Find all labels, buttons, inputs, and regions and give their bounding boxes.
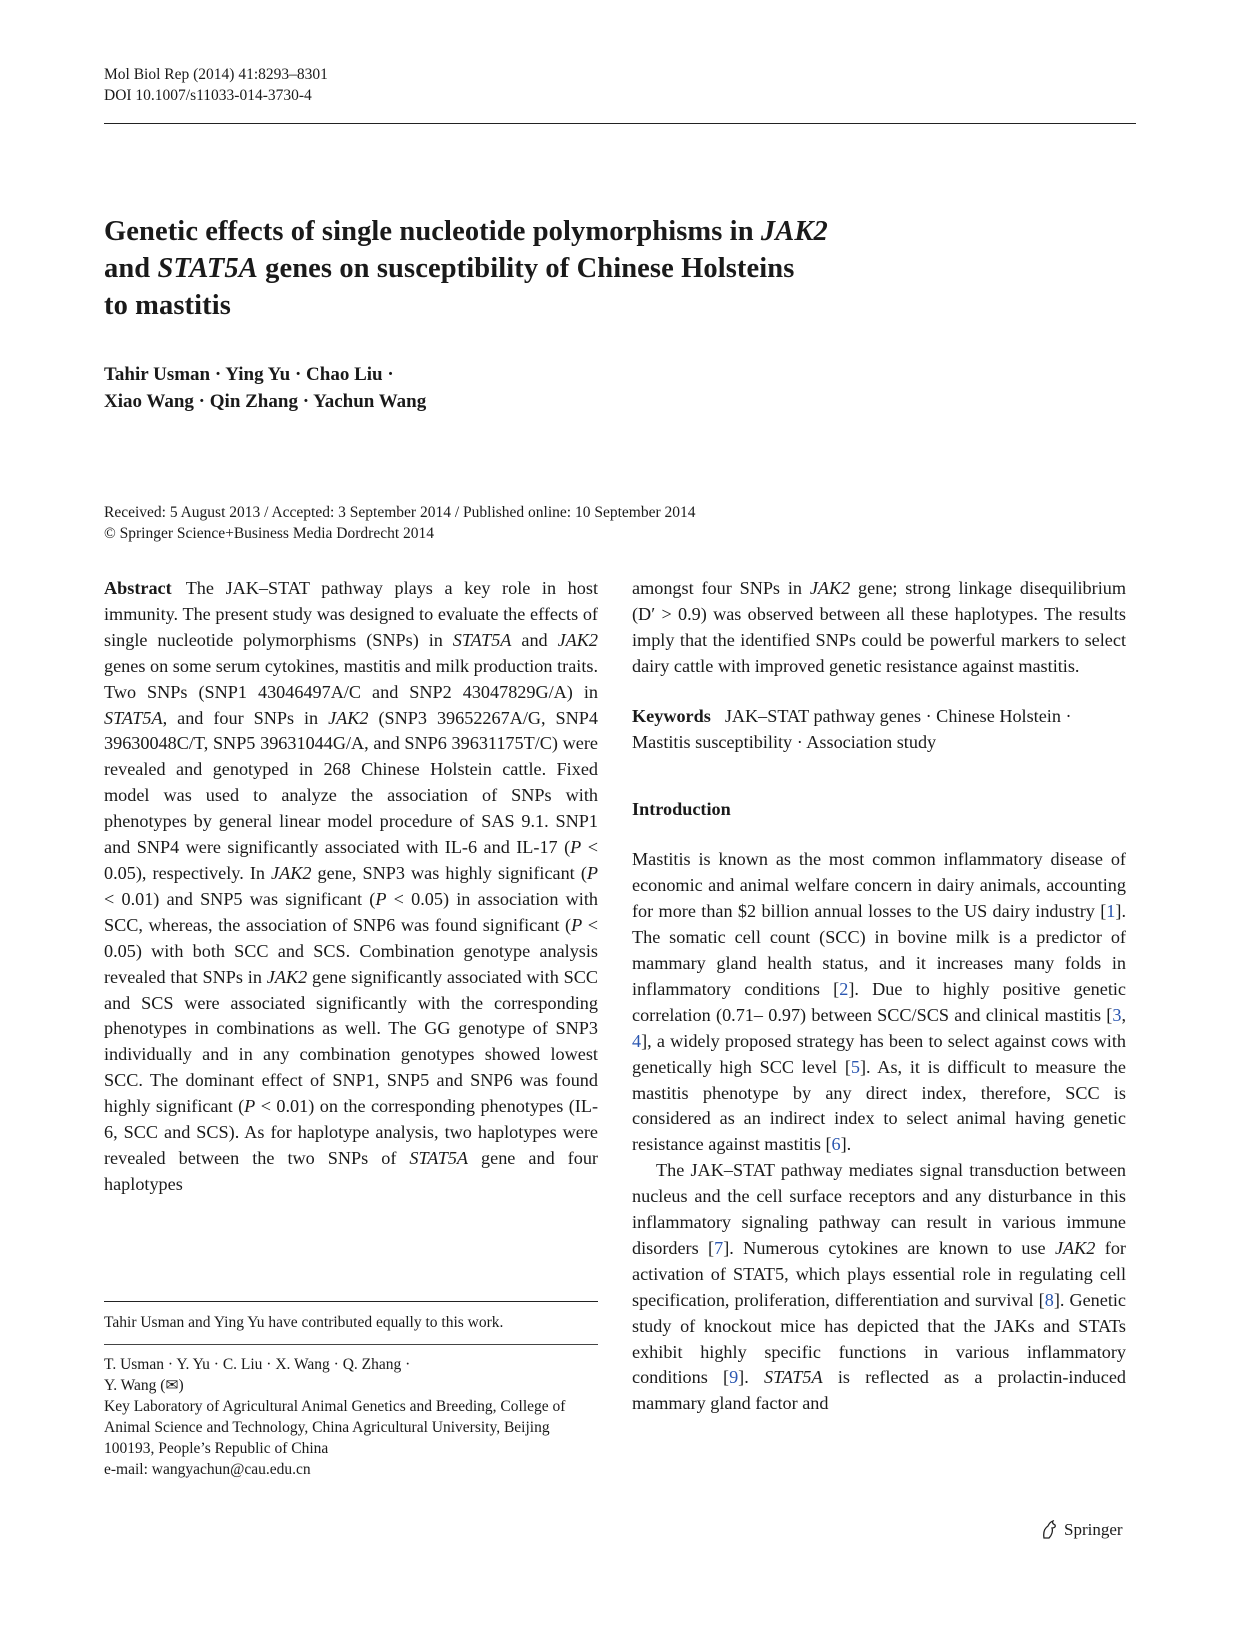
affiliation-names: T. Usman · Y. Yu · C. Liu · X. Wang · Q. Zhang ·: [104, 1356, 411, 1373]
abstract-continued: amongst four SNPs in JAK2 gene; strong linkage disequilibrium (D′ > 0.9) was observed between all these haplotypes. The results imply that the identified SNPs could be powerful markers to select dairy cattle with improved genetic resistance against mastitis.: [632, 578, 1126, 676]
citation-link[interactable]: 4: [632, 1030, 642, 1051]
keywords: [632, 704, 1126, 756]
author-line: Xiao Wang · Qin Zhang · Yachun Wang: [104, 391, 427, 412]
intro-paragraph-1: Mastitis is known as the most common inflammatory disease of economic and animal welfare concern in dairy animals, accounting for more than $2 billion annual losses to the US dairy industry [1]. The somatic cell count (SCC) in bovine milk is a predictor of mammary gland health status, and it increases many folds in inflammatory conditions [2]. Due to highly positive genetic correlation (0.71– 0.97) between SCC/SCS and clinical mastitis [3, 4], a widely proposed strategy has been to select against cows with genetically high SCC level [5]. As, it is difficult to measure the mastitis phenotype by any direct index, therefore, SCC is considered as an indirect index to select animal having genetic resistance against mastitis [6].: [632, 849, 1127, 1155]
publisher-name: Springer: [1064, 1520, 1123, 1539]
corresponding-author: Y. Wang (✉): [104, 1377, 184, 1394]
left-column: [104, 576, 598, 1198]
publication-history: [104, 502, 696, 544]
citation-link[interactable]: 1: [1106, 901, 1116, 922]
footnote-rule: [104, 1301, 598, 1302]
email-link[interactable]: e-mail: wangyachun@cau.edu.cn: [104, 1461, 311, 1478]
equal-contribution-note: Tahir Usman and Ying Yu have contributed equally to this work.: [104, 1314, 504, 1331]
abstract: Abstract The JAK–STAT pathway plays a key role in host immunity. The present study was designed to evaluate the effects of single nucleotide polymorphisms (SNPs) in STAT5A and JAK2 genes on some serum cytokines, mastitis and milk production traits. Two SNPs (SNP1 43046497A/C and SNP2 43047829G/A) in STAT5A, and four SNPs in JAK2 (SNP3 39652267A/G, SNP4 39630048C/T, SNP5 39631044G/A, and SNP6 39631175T/C) were revealed and genotyped in 268 Chinese Holstein cattle. Fixed model was used to analyze the association of SNPs with phenotypes by general linear model procedure of SAS 9.1. SNP1 and SNP4 were significantly associated with IL-6 and IL-17 (P < 0.05), respectively. In JAK2 gene, SNP3 was highly significant (P < 0.01) and SNP5 was significant (P < 0.05) in association with SCC, whereas, the association of SNP6 was found significant (P < 0.05) with both SCC and SCS. Combination genotype analysis revealed that SNPs in JAK2 gene significantly associated with SCC and SCS were associated significantly with the corresponding phenotypes in combinations as well. The GG genotype of SNP3 individually and in any combination genotypes showed lowest SCC. The dominant effect of SNP1, SNP5 and SNP6 was found highly significant (P < 0.01) on the corresponding phenotypes (IL-6, SCC and SCS). As for haplotype analysis, two haplotypes were revealed between the two SNPs of STAT5A gene and four haplotypes: [104, 578, 598, 1194]
publisher-logo: [1040, 1520, 1123, 1540]
author-line: Tahir Usman · Ying Yu · Chao Liu ·: [104, 364, 394, 385]
intro-paragraph-2: The JAK–STAT pathway mediates signal transduction between nucleus and the cell surface receptors and any disturbance in this inflammatory signaling pathway can result in various immune disorders [7]. Numerous cytokines are known to use JAK2 for activation of STAT5, which plays essential role in regulating cell specification, proliferation, differentiation and survival [8]. Genetic study of knockout mice has depicted that the JAKs and STATs exhibit highly specific functions in various inflammatory conditions [9]. STAT5A is reflected as a prolactin-induced mammary gland factor and: [632, 1160, 1127, 1414]
affiliation-address: Key Laboratory of Agricultural Animal Genetics and Breeding, College of Animal Science and Technology, China Agricultural University, Beijing 100193, People’s Republic of China: [104, 1398, 566, 1457]
date-history: Received: 5 August 2013 / Accepted: 3 September 2014 / Published online: 10 September 2014: [104, 504, 696, 521]
citation-link[interactable]: 2: [839, 978, 849, 999]
keywords-text: JAK–STAT pathway genes · Chinese Holstein · Mastitis susceptibility · Association study: [632, 705, 1072, 752]
title-text: genes on susceptibility of Chinese Holsteins: [257, 253, 795, 284]
right-column: [632, 576, 1126, 1417]
journal-header: [104, 64, 328, 106]
citation-link[interactable]: 9: [729, 1367, 739, 1388]
citation-link[interactable]: 8: [1044, 1289, 1054, 1310]
affiliation-block: [104, 1354, 598, 1480]
doi[interactable]: DOI 10.1007/s11033-014-3730-4: [104, 87, 312, 104]
citation-link[interactable]: 3: [1112, 1004, 1122, 1025]
section-heading-introduction: Introduction: [632, 799, 731, 820]
affiliation-rule: [104, 1344, 598, 1345]
springer-horse-icon: [1040, 1520, 1058, 1540]
title-text: and: [104, 253, 158, 284]
title-gene-jak2: JAK2: [760, 216, 828, 247]
citation-link[interactable]: 6: [831, 1134, 841, 1155]
citation-link[interactable]: 7: [714, 1237, 724, 1258]
title-text: Genetic effects of single nucleotide polymorphisms in: [104, 216, 761, 247]
title-gene-stat5a: STAT5A: [157, 253, 258, 284]
keywords-label: Keywords: [632, 705, 711, 726]
copyright-line: © Springer Science+Business Media Dordrecht 2014: [104, 525, 435, 542]
journal-citation: Mol Biol Rep (2014) 41:8293–8301: [104, 66, 328, 83]
article-title: [104, 213, 1004, 324]
author-list: [104, 361, 426, 415]
citation-link[interactable]: 5: [850, 1056, 860, 1077]
abstract-label: Abstract: [104, 578, 172, 598]
header-rule: [104, 123, 1136, 124]
title-text: to mastitis: [104, 290, 231, 321]
